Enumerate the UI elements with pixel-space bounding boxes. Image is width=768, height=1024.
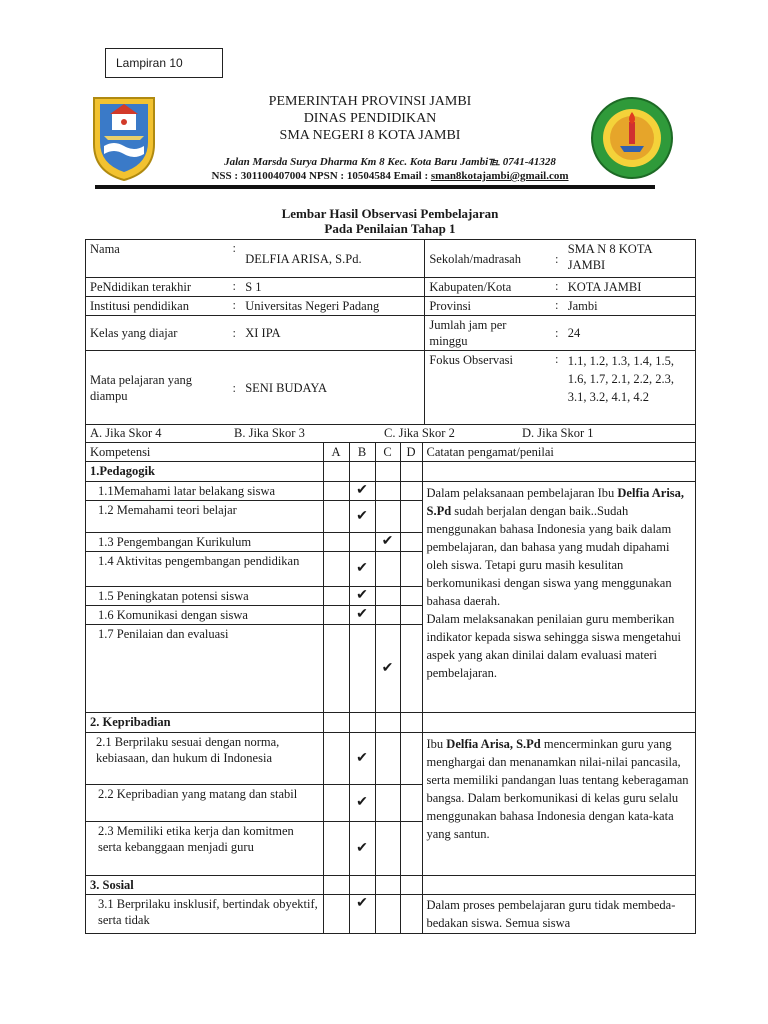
- check-mark: ✔: [349, 606, 375, 625]
- check-mark: ✔: [375, 533, 400, 552]
- item-1-1: 1.1Memahami latar belakang siswa: [86, 482, 324, 501]
- check-mark: ✔: [375, 625, 400, 713]
- check-mark: ✔: [349, 587, 375, 606]
- pendidikan-value: S 1: [241, 278, 425, 297]
- col-a: A: [323, 443, 349, 462]
- header-school: SMA NEGERI 8 KOTA JAMBI: [279, 128, 461, 143]
- nama-label: Nama: [86, 240, 228, 278]
- institusi-value: Universitas Negeri Padang: [241, 297, 425, 316]
- col-kompetensi: Kompetensi: [86, 443, 324, 462]
- fokus-value: 1.1, 1.2, 1.3, 1.4, 1.5, 1.6, 1.7, 2.1, 2.2, 2.3, 3.1, 3.2, 4.1, 4.2: [564, 351, 696, 425]
- item-2-1: 2.1 Berprilaku sesuai dengan norma, kebiasaan, dan hukum di Indonesia: [86, 733, 324, 785]
- section-pedagogik: 1.Pedagogik: [86, 462, 324, 482]
- header-nss: NSS : 301100407004 NPSN : 10504584 Email : sman8kotajambi@gmail.com: [211, 170, 569, 182]
- note-pedagogik: Dalam pelaksanaan pembelajaran Ibu Delfia Arisa, S.Pd sudah berjalan dengan baik..Sudah menggunakan bahasa Indonesia yang baik dalam pembelajaran, dan bahasa yang mudah dipahami oleh siswa. Tetapi guru masih kesulitan berkomunikasi dengan siswa yang menggunakan bahasa daerah. Dalam melaksanakan penilaian guru memberikan indikator kepada siswa sehingga siswa mengetahui aspek yang akan dinilai dalam evaluasi materi pembelajaran.: [422, 482, 696, 713]
- school-seal-logo: [590, 96, 674, 180]
- col-d: D: [400, 443, 422, 462]
- note-sosial: Dalam proses pembelajaran guru tidak membeda-bedakan siswa. Semua siswa: [422, 895, 696, 934]
- sekolah-label: Sekolah/madrasah: [425, 240, 550, 278]
- col-c: C: [375, 443, 400, 462]
- jam-value: 24: [564, 316, 696, 351]
- mapel-value: SENI BUDAYA: [241, 351, 425, 425]
- check-mark: ✔: [349, 822, 375, 876]
- header-department: DINAS PENDIDIKAN: [303, 111, 437, 126]
- mapel-label: Mata pelajaran yang diampu: [86, 351, 228, 425]
- item-1-3: 1.3 Pengembangan Kurikulum: [86, 533, 324, 552]
- kelas-label: Kelas yang diajar: [86, 316, 228, 351]
- section-sosial: 3. Sosial: [86, 876, 324, 895]
- item-1-7: 1.7 Penilaian dan evaluasi: [86, 625, 324, 713]
- check-mark: ✔: [349, 501, 375, 533]
- note-kepribadian: Ibu Delfia Arisa, S.Pd mencerminkan guru yang menghargai dan menanamkan nilai-nilai pancasila, serta memiliki pandangan luas tentang keberagaman bangsa. Dalam berkomunikasi di kelas guru selalu menggunakan bahasa Indonesia dengan kata-kata yang santun.: [422, 733, 696, 876]
- item-1-6: 1.6 Komunikasi dengan siswa: [86, 606, 324, 625]
- score-a: A. Jika Skor 4: [90, 426, 162, 440]
- header-rule: [95, 185, 655, 189]
- score-c: C. Jika Skor 2: [384, 426, 455, 440]
- provinsi-value: Jambi: [564, 297, 696, 316]
- kabupaten-value: KOTA JAMBI: [564, 278, 696, 297]
- header-government: PEMERINTAH PROVINSI JAMBI: [268, 94, 472, 109]
- sekolah-value: SMA N 8 KOTA JAMBI: [564, 240, 696, 278]
- doc-subtitle: Pada Penilaian Tahap 1: [324, 221, 456, 236]
- competency-table: [85, 442, 696, 934]
- identity-table: Nama : DELFIA ARISA, S.Pd. Sekolah/madrasah : SMA N 8 KOTA JAMBI PeNdidikan terakhir : S 1 Kabupaten/Kota : KOTA JAMBI Institusi pendidikan : Universitas Negeri Padang Provinsi : Jambi Kelas yang diajar : XI IPA Jumlah jam per minggu : 24 Mata pelajaran yang diampu : SENI BUDAYA Fokus Observasi : 1.1, 1.2, 1.3, 1.4, 1.5, 1.6, 1.7, 2.1, 2.2, 2.3, 3.1, 3.2, 4.1, 4.2 A. Jika Skor 4 B. Jika Skor 3 C. Jika Skor 2 D. Jika Skor 1: [85, 239, 696, 443]
- kabupaten-label: Kabupaten/Kota: [425, 278, 550, 297]
- score-d: D. Jika Skor 1: [522, 426, 594, 440]
- score-b: B. Jika Skor 3: [234, 426, 305, 440]
- item-1-4: 1.4 Aktivitas pengembangan pendidikan: [86, 552, 324, 587]
- check-mark: ✔: [349, 895, 375, 934]
- item-2-2: 2.2 Kepribadian yang matang dan stabil: [86, 785, 324, 822]
- doc-title: Lembar Hasil Observasi Pembelajaran: [281, 206, 499, 221]
- check-mark: ✔: [349, 482, 375, 501]
- lampiran-label: Lampiran 10: [105, 48, 223, 78]
- jambi-province-emblem: [90, 92, 158, 182]
- header-address: Jalan Marsda Surya Dharma Km 8 Kec. Kota Baru Jambi℡ 0741-41328: [224, 156, 556, 168]
- check-mark: ✔: [349, 785, 375, 822]
- jam-label: Jumlah jam per minggu: [425, 316, 550, 351]
- fokus-label: Fokus Observasi: [425, 351, 550, 425]
- kelas-value: XI IPA: [241, 316, 425, 351]
- item-2-3: 2.3 Memiliki etika kerja dan komitmen serta kebanggaan menjadi guru: [86, 822, 324, 876]
- section-kepribadian: 2. Kepribadian: [86, 713, 324, 733]
- item-3-1: 3.1 Berprilaku insklusif, bertindak obyektif, serta tidak: [86, 895, 324, 934]
- check-mark: ✔: [349, 552, 375, 587]
- nama-value: DELFIA ARISA, S.Pd.: [241, 240, 425, 278]
- item-1-2: 1.2 Memahami teori belajar: [86, 501, 324, 533]
- check-mark: ✔: [349, 733, 375, 785]
- institusi-label: Institusi pendidikan: [86, 297, 228, 316]
- col-b: B: [349, 443, 375, 462]
- pendidikan-label: PeNdidikan terakhir: [86, 278, 228, 297]
- item-1-5: 1.5 Peningkatan potensi siswa: [86, 587, 324, 606]
- email-link[interactable]: sman8kotajambi@gmail.com: [430, 170, 569, 182]
- col-catatan: Catatan pengamat/penilai: [422, 443, 696, 462]
- provinsi-label: Provinsi: [425, 297, 550, 316]
